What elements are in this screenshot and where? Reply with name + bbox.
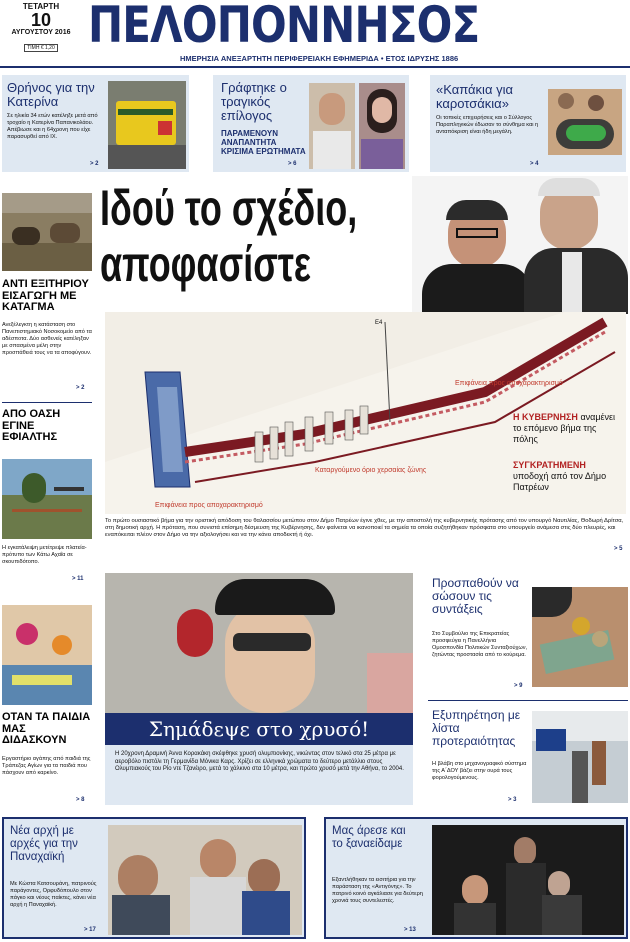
page-ref: > 2 xyxy=(90,161,99,167)
theatre-body: Εξαντλήθηκαν τα εισιτήρια για την παράσταση της «Αντιγόνης». Το πατρινό κοινό αγκάλιασε για δεύτερη χρονιά τους συντελεστές. xyxy=(332,877,423,904)
pensions-body: Στο Συμβούλιο της Επικρατείας προσφεύγει η Πανελλήνια Ομοσπονδία Πολιτικών Συνταξιούχων, ζητώντας προστασία από το κούρεμα. xyxy=(432,631,528,658)
left-headline-1[interactable]: ΑΝΤΙ ΕΞΙΤΗΡΙΟΥ ΕΙΣΑΓΩΓΗ ΜΕ ΚΑΤΑΓΜΑ xyxy=(2,278,89,314)
money-photo xyxy=(532,587,628,687)
tax-office-body: Η βλάβη στο μηχανογραφικό σύστημα της Α΄ΔΟΥ βάζει στην ουρά τους φορολογούμενους. xyxy=(432,761,527,781)
teaser-body: Οι τοπικές επιχειρήσεις και ο Σύλλογος Παραπληγικών έδωσαν το σύνθημα και η ανταπόκριση είναι ήδη μεγάλη. xyxy=(436,115,539,135)
map-zone-label: Καταργούμενο όριο χερσαίας ζώνης xyxy=(315,467,427,474)
page-ref: > 17 xyxy=(84,927,96,933)
page-ref: > 5 xyxy=(614,546,623,552)
tax-office-photo xyxy=(532,711,628,803)
football-headline: Νέα αρχή με αρχές για την Παναχαϊκή xyxy=(10,825,78,863)
tax-office-story[interactable] xyxy=(428,705,628,805)
left-headline-3[interactable]: ΟΤΑΝ ΤΑ ΠΑΙΔΙΑ ΜΑΣ ΔΙΔΑΣΚΟΥΝ xyxy=(2,711,91,747)
main-headline-line2: αποφασίστε xyxy=(100,236,311,292)
callout-government xyxy=(513,412,623,445)
teaser-epilogue[interactable] xyxy=(213,75,409,172)
football-photo xyxy=(108,825,302,935)
date-block xyxy=(6,2,76,54)
map-surface-bottom-label: Επιφάνεια προς αποχαρακτηρισμό xyxy=(155,502,263,509)
weekday: ΤΕΤΑΡΤΗ xyxy=(22,2,60,11)
page-ref: > 9 xyxy=(514,683,523,689)
playground-photo xyxy=(2,459,92,539)
pensions-story[interactable] xyxy=(428,573,628,695)
children-craft-photo xyxy=(2,605,92,705)
divider xyxy=(2,402,92,403)
football-box[interactable] xyxy=(2,817,306,939)
teaser-headline: Γράφτηκε ο τραγικός επίλογος xyxy=(221,80,287,123)
page-ref: > 13 xyxy=(404,927,416,933)
stray-dogs-photo xyxy=(2,193,92,271)
teaser-caps[interactable] xyxy=(430,75,626,172)
callout-government-text: αναμένει το επόμενο βήμα της πόλης xyxy=(513,412,616,444)
left-headline-2[interactable]: ΑΠΟ ΟΑΣΗ ΕΓΙΝΕ ΕΦΙΑΛΤΗΣ xyxy=(2,408,61,444)
teaser-headline: «Καπάκια για καροτσάκια» xyxy=(436,82,513,111)
main-story-body: Το πρώτο ουσιαστικό βήμα για την οριστική απόδοση του θαλασσίου μετώπου στον Δήμο Πατρέων έγινε χθες, με την αποστολή της κυβερνητικής πρότασης από τον υπουργό Ναυτιλίας, Θοδωρή Δρίτσα, στη δημοτική αρχή. Η πρόταση, που συνιστά επίσημη δέσμευση της Κυβέρνησης, δεν φαίνεται να ικανοποιεί τα σημεία τα οποία συζητήθηκαν πρόσφατα στο υπουργείο ανάμεσα στις δύο πλευρές, και εναπόκειται πλέον στον Δήμο να την αξιολογήσει και να την κάνει αποδεκτή ή όχι. xyxy=(105,518,624,539)
pensions-headline: Προσπαθούν να σώσουν τις συντάξεις xyxy=(432,576,519,616)
main-headline-line1: Ιδού το σχέδιο, xyxy=(100,180,358,236)
page-ref: > 6 xyxy=(288,161,297,167)
masthead xyxy=(0,0,630,70)
teaser-subhead: ΠΑΡΑΜΕΝΟΥΝ ΑΝΑΠΑΝΤΗΤΑ ΚΡΙΣΙΜΑ ΕΡΩΤΗΜΑΤΑ xyxy=(221,129,306,156)
main-headline[interactable] xyxy=(100,180,440,300)
sport-body: Η 20χρονη Δραμινή Άννα Κορακάκη σκέφθηκε χρυσή ολυμπιονίκης, νικώντας στον τελικό στα 25 μέτρα με αεροβόλο πιστόλι τη Γερμανίδα Μόνικα Καρς. Χρίζει σε ελληνικά χρώματα το δεύτερο μετάλλιο στους Ολυμπιακούς του Ρίο ντε Τζανέιρο, μετά το χάλκινο στα 10 μέτρα, και πρώτο χρυσό μετά την Αθήνα, το 2004. xyxy=(115,751,404,772)
portrait-man-photo xyxy=(309,83,355,169)
ambulance-photo xyxy=(108,81,186,169)
map-surface-top-label: Επιφάνεια προς αποχαρακτηρισμό xyxy=(455,380,563,387)
newspaper-title: ΠΕΛΟΠΟΝΝΗΣΟΣ xyxy=(88,0,480,54)
page-ref: > 4 xyxy=(530,161,539,167)
politicians-photo xyxy=(412,176,628,314)
callout-municipality-text: υποδοχή από τον Δήμο Πατρέων xyxy=(513,471,607,492)
waterfront-map xyxy=(105,312,626,514)
left-body-3: Εργαστήριο αγάπης από παιδιά της Τράπεζας Αγίων για τα παιδιά που πάσχουν από καρκίνο. xyxy=(2,756,91,776)
theatre-photo xyxy=(432,825,624,935)
page-ref: > 11 xyxy=(72,576,84,582)
teaser-crash[interactable] xyxy=(2,75,189,172)
date-number: 10 xyxy=(30,10,52,30)
theatre-headline: Μας άρεσε και το ξαναείδαμε xyxy=(332,825,406,850)
page-ref: > 3 xyxy=(508,797,517,803)
tax-office-headline: Εξυπηρέτηση με λίστα προτεραιότητας xyxy=(432,708,521,748)
callout-municipality xyxy=(513,460,623,493)
teaser-body: Σε ηλικία 34 ετών κατέληξε μετά από τροχαίο η Κατερίνα Παπανικολάου. Απέβιωσε και η 64χρονη που είχε παρασυρθεί από ΙΧ. xyxy=(7,113,98,140)
sport-banner: Σημάδεψε στο χρυσό! xyxy=(105,713,413,745)
divider xyxy=(428,700,628,701)
theatre-box[interactable] xyxy=(324,817,628,939)
masthead-rule xyxy=(0,66,630,68)
football-body: Με Κώστα Κατσουράνη, πατρινούς παράγοντες, Ορφυδόπουλο στον πάγκο και νέους παίκτες, κάνει νέα αρχή η Παναχαϊκή. xyxy=(10,881,97,908)
page-ref: > 2 xyxy=(76,385,85,391)
map-road-label: Ε4 xyxy=(375,320,383,326)
left-body-2: Η εγκατάλειψη μετέτρεψε πλατεία-πρότυπο των Κάτω Αχαΐα σε σκουπιδότοπο. xyxy=(2,545,87,565)
page-ref: > 8 xyxy=(76,797,85,803)
newspaper-subtitle: ΗΜΕΡΗΣΙΑ ΑΝΕΞΑΡΤΗΤΗ ΠΕΡΙΦΕΡΕΙΑΚΗ ΕΦΗΜΕΡΙΔΑ • ΕΤΟΣ ΙΔΡΥΣΗΣ 1886 xyxy=(180,54,459,63)
teaser-headline: Θρήνος για την Κατερίνα xyxy=(7,80,95,109)
portrait-woman-photo xyxy=(359,83,405,169)
price-tag: ΤΙΜΗ € 1,20 xyxy=(24,44,58,52)
left-body-1: Ανεξέλεγκτη η κατάσταση στο Πανεπιστημιακό Νοσοκομείο από τα αδέσποτα. Δύο ασθενείς κατέληξαν με σπασμένα μέλη στην προσπάθειά τους να τα αποφύγουν. xyxy=(2,322,92,356)
callout-government-bold: Η ΚΥΒΕΡΝΗΣΗ xyxy=(513,412,578,422)
sport-story[interactable] xyxy=(105,573,413,805)
month-year: ΑΥΓΟΥΣΤΟΥ 2016 xyxy=(11,29,71,36)
caps-event-photo xyxy=(548,89,622,155)
callout-municipality-bold: ΣΥΓΚΡΑΤΗΜΕΝΗ xyxy=(513,460,586,470)
